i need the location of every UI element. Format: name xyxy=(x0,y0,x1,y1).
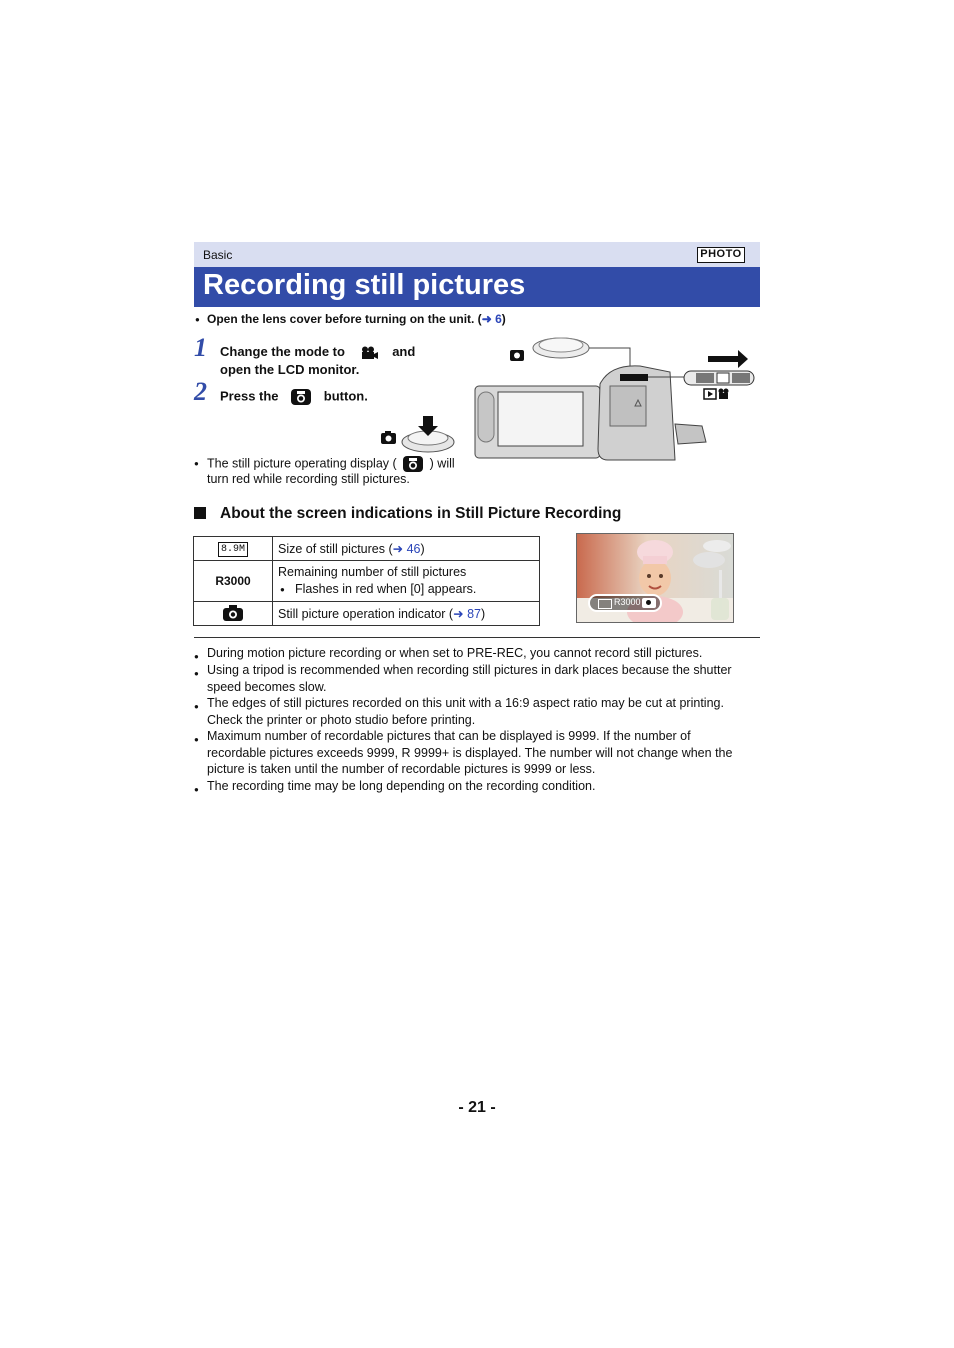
table-row xyxy=(194,537,540,561)
step-1-line-2: open the LCD monitor. xyxy=(220,362,360,377)
indicator-highlight xyxy=(588,594,662,612)
page-link[interactable]: 46 xyxy=(406,542,421,556)
arrow-icon: ➜ xyxy=(392,542,404,556)
step-2-text: Press the button. xyxy=(220,388,368,406)
note-item: ● During motion picture recording or when set to PRE-REC, you cannot record still pictures. xyxy=(194,646,703,661)
note-item: ● The edges of still pictures recorded on this unit with a 16:9 aspect ratio may be cut at printing. Check the printer or photo studio before printing. xyxy=(194,696,724,727)
section-header-bar xyxy=(194,242,760,267)
intro-note: ● Open the lens cover before turning on the unit. (➜ 6) xyxy=(195,312,506,326)
remaining-desc: Remaining number of still pictures xyxy=(278,565,467,579)
camera-icon xyxy=(222,605,244,622)
indicator-table xyxy=(193,536,540,626)
remaining-sub: ● Flashes in red when [0] appears. xyxy=(280,582,477,596)
camera-button-icon xyxy=(290,388,312,406)
page-number: - 21 - xyxy=(458,1099,496,1116)
remaining-desc-cell xyxy=(273,561,540,602)
note-item: ● The recording time may be long depending on the recording condition. xyxy=(194,779,596,794)
size-symbol-cell xyxy=(194,537,273,561)
step-note-line-2: turn red while recording still pictures. xyxy=(207,472,410,486)
picture-size-icon: 8.9M xyxy=(218,542,248,557)
camera-icon xyxy=(402,455,424,473)
screen-preview-photo xyxy=(576,533,734,623)
operation-desc-cell: Still picture operation indicator (➜ 87) xyxy=(273,602,540,626)
note-item: ● Maximum number of recordable pictures that can be displayed is 9999. If the number of recordable pictures exceeds 9999, R 9999+ is displayed. The number will not change when the picture is taken until the number of recordable pictures is 9999 or less. xyxy=(194,729,733,777)
page-link[interactable]: 87 xyxy=(467,607,481,621)
arrow-icon: ➜ xyxy=(481,312,492,326)
step-number-1: 1 xyxy=(194,333,207,362)
divider xyxy=(194,637,760,638)
arrow-icon: ➜ xyxy=(453,607,464,621)
table-row xyxy=(194,602,540,626)
remaining-count: R3000 xyxy=(614,597,641,607)
step-number-2: 2 xyxy=(194,377,207,406)
page-title: Recording still pictures xyxy=(203,269,526,301)
note-item: ● Using a tripod is recommended when recording still pictures in dark places because the shutter speed becomes slow. xyxy=(194,663,732,694)
movie-mode-icon xyxy=(359,346,381,360)
picture-size-icon xyxy=(598,599,612,609)
step-note-line-1: ● The still picture operating display ( ) will xyxy=(207,455,455,473)
table-row xyxy=(194,561,540,602)
photo-badge: PHOTO xyxy=(697,247,745,263)
camera-icon xyxy=(642,598,656,608)
step-1-line-1: Change the mode to and xyxy=(220,344,416,359)
size-desc-cell: Size of still pictures (➜ 46) xyxy=(273,537,540,561)
subheading: About the screen indications in Still Picture Recording xyxy=(220,505,622,522)
remaining-symbol-cell: R3000 xyxy=(194,561,273,602)
section-label: Basic xyxy=(203,248,233,262)
square-bullet-icon xyxy=(194,507,206,519)
page-link[interactable]: 6 xyxy=(495,312,502,326)
shutter-press-illustration xyxy=(378,414,458,456)
operation-symbol-cell xyxy=(194,602,273,626)
camcorder-illustration xyxy=(470,334,756,464)
